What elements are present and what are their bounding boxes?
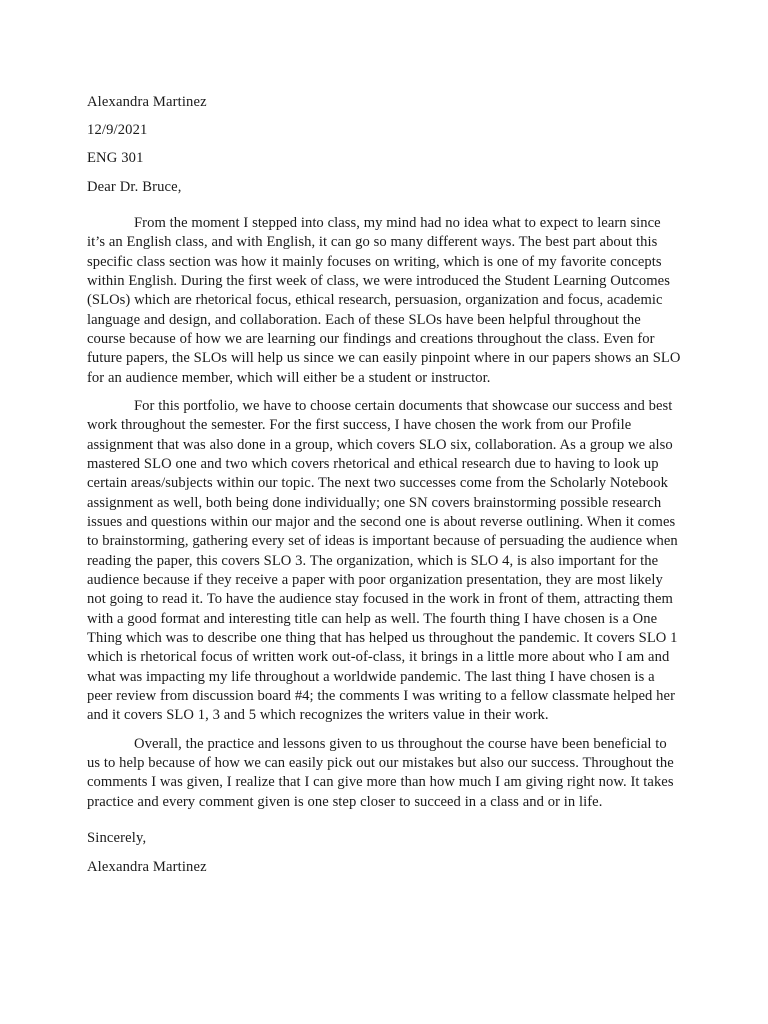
body-paragraph-2: For this portfolio, we have to choose certain documents that showcase our success and best work throughout the semester. For the first success, I have chosen the work from our Profile assignment that was also done in a group, which covers SLO six, collaboration. As a group we also mastered SLO one and two which covers rhetorical and ethical research due to having to look up certain areas/subjects within our topic. The next two successes come from the Scholarly Notebook assignment as well, both being done individually; one SN covers brainstorming possible research issues and questions within our major and the second one is about reverse outlining. When it comes to brainstorming, gathering every set of ideas is important because of persuading the audience when reading the paper, this covers SLO 3. The organization, which is SLO 4, is also important for the audience because if they receive a paper with poor organization presentation, they are most likely not going to read it. To have the audience stay focused in the work in front of them, attracting them with a good format and interesting title can help as well. The fourth thing I have chosen is a One Thing which was to describe one thing that has helped us throughout the pandemic. It covers SLO 1 which is rhetorical focus of written work out-of-class, it brings in a little more about who I am and what was impacting my life throughout a worldwide pandemic. The last thing I have chosen is a peer review from discussion board #4; the comments I was writing to a fellow classmate helped her and it covers SLO 1, 3 and 5 which recognizes the writers value in their work.: [87, 397, 678, 724]
author-name: Alexandra Martinez: [87, 94, 207, 110]
letter-closing: [87, 824, 681, 881]
letter-date: 12/9/2021: [87, 122, 148, 139]
valediction: Sincerely,: [87, 830, 147, 847]
course-code: ENG 301: [87, 150, 144, 167]
body-paragraph-3: Overall, the practice and lessons given to us throughout the course have been beneficial to us to help because of how we can easily pick out our mistakes but also our success. Throughout the comments I was given, I realize that I can give more than how much I am giving right now. It takes practice and every comment given is one step closer to succeed in a class and or in life.: [87, 735, 674, 810]
salutation: Dear Dr. Bruce,: [87, 178, 182, 195]
letter-heading: [87, 88, 681, 201]
letter-body: [87, 88, 681, 881]
body-paragraph-1: From the moment I stepped into class, my mind had no idea what to expect to learn since it’s an English class, and with English, it can go so many different ways. The best part about this specific class section was how it mainly focuses on writing, which is one of my favorite concepts within English. During the first week of class, we were introduced the Student Learning Outcomes (SLOs) which are rhetorical focus, ethical research, persuasion, organization and focus, academic language and design, and collaboration. Each of these SLOs have been helpful throughout the course because of how we are learning our findings and creations throughout the class. Even for future papers, the SLOs will help us since we can easily pinpoint where in our papers shows an SLO for an audience member, which will either be a student or instructor.: [87, 214, 681, 386]
signature-name: Alexandra Martinez: [87, 858, 207, 875]
